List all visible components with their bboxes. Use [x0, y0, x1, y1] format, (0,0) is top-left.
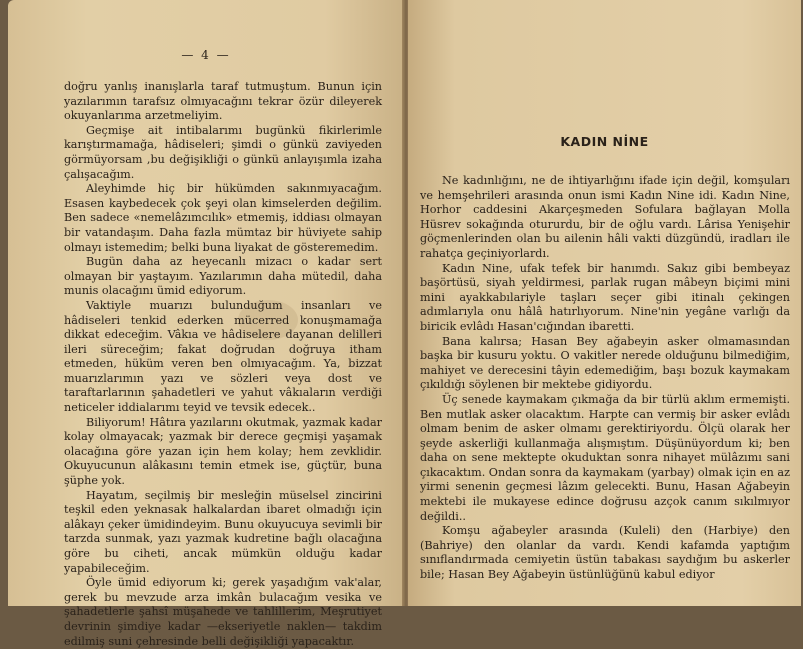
left-page	[8, 0, 404, 648]
right-page	[408, 0, 801, 606]
paragraph: Hayatım, seçilmiş bir mesleğin müselsel zincirini teşkil eden yeknasak halkalardan ibaret olmadığı için alâkayı çeker ümidindeyim. Bunu okuyucuya sevimli bir tarzda sunmak, yazı yazmak kudretine bağlı olacağına göre bu ciheti, ancak mümkün olduğu kadar yapabileceğim.	[64, 488, 382, 575]
paragraph: Bugün daha az heyecanlı mizacı o kadar sert olmayan bir yaştayım. Yazılarımın daha mütedil, daha munis olacağını ümid ediyorum.	[64, 255, 382, 298]
paragraph: doğru yanlış inanışlarla taraf tutmuştum. Bunun için yazılarımın tarafsız olmıyacağını tekrar özür dileyerek okuyanlarıma arzetmeliyim.	[64, 80, 382, 123]
paragraph: Geçmişe ait intibalarımı bugünkü fikirlerimle karıştırmamağa, hâdiseleri; şimdi o günkü zaviyeden görmüyorsam ,bu değişikliği o günkü anlayışımla izaha çalışacağım.	[64, 123, 382, 181]
paragraph: Öyle ümid ediyorum ki; gerek yaşadığım vak'alar, gerek bu mevzude arza imkân bulacağım vesika ve şahadetlerle şahsî müşahede ve tahlillerim, Meşrutiyet devrinin şimdiye kadar —ekseriyetle naklen— takdim edilmiş suni çehresinde belli değişikliği yapacaktır.	[64, 576, 382, 648]
right-page-text	[420, 174, 790, 583]
paragraph: Komşu ağabeyler arasında (Kuleli) den (Harbiye) den (Bahriye) den olanlar da vardı. Kendi kafamda yaptığım sınıflandırmada cemiyetin üstün tabakası saydığım bu askerler bile; Hasan Bey Ağabeyin üstünlüğünü kabul ediyor	[420, 524, 790, 582]
paragraph: Üç senede kaymakam çıkmağa da bir türlü aklım ermemişti. Ben mutlak asker olacaktım. Harpte can vermiş bir asker evlâdı olmam benim de asker olmamı gerektiriyordu. Ölçü olarak her şeyde askerliği kullanmağa alışmıştım. Düşünüyordum ki; ben daha on sene mektepte okuduktan sonra nihayet mülâzımı sani çıkacaktım. Ondan sonra da kaymakam (yarbay) olmak için en az yirmi senenin geçmesi lâzım gelecekti. Bunu, Hasan Ağabeyin mektebi ile mukayese edince doğrusu azçok canım sıkılmıyor değildi..	[420, 392, 790, 523]
paragraph: Ne kadınlığını, ne de ihtiyarlığını ifade için değil, komşuları ve hemşehrileri arasında onun ismi Kadın Nine idi. Kadın Nine, Horhor caddesini Akarçeşmeden Sofulara bağlayan Molla Hüsrev sokağında otururdu, bir de oğlu vardı. Lârisa Yenişehir göçmenlerinden olan bu ailenin hâli vakti düzgündü, iradları ile rahatça geçiniyorlardı.	[420, 174, 790, 260]
page-number: — 4 —	[181, 48, 231, 62]
paragraph: Kadın Nine, ufak tefek bir hanımdı. Sakız gibi bembeyaz başörtüsü, siyah yeldirmesi, parlak rugan mâbeyn biçimi mini mini ayakkabılariyle taşları seçer gibi itinalı çekingen adımlarıyla onu hâlâ hatırlıyorum. Nine'nin yegâne varlığı da biricik evlâdı Hasan'cığından ibaretti.	[420, 261, 790, 333]
paragraph: Biliyorum! Hâtıra yazılarını okutmak, yazmak kadar kolay olmayacak; yazmak bir derece geçmişi yaşamak olacağına göre yazan için hem kolay; hem zevklidir. Okuyucunun alâkasını temin etmek ise, güçtür, buna şüphe yok.	[64, 415, 382, 488]
paragraph: Bana kalırsa; Hasan Bey ağabeyin asker olmamasından başka bir kusuru yoktu. O vakitler nerede olduğunu bilmediğim, mahiyet ve derecesini tâyin edemediğim, başı bozuk kaymakam çıkıldığı söylenen bir mektebe gidiyordu.	[420, 334, 790, 392]
paragraph: Vaktiyle muarızı bulunduğum insanları ve hâdiseleri tenkid ederken mücerred konuşmamağa dikkat edeceğim. Vâkıa ve hâdiselere dayanan delilleri ileri süreceğim; fakat doğrudan doğruya itham etmeden, hüküm veren ben olmıyacağım. Ya, bizzat muarızlarımın yazı ve sözleri veya dost ve taraftarlarının şahadetleri ve yahut vâkıaların verdiği neticeler iddialarımı teyid ve tevsik edecek..	[64, 298, 382, 415]
paragraph: Aleyhimde hiç bir hükümden sakınmıyacağım. Esasen kaybedecek çok şeyi olan kimselerden değilim. Ben sadece «nemelâzımcılık» etmemiş, iddiası olmayan bir vatandaşım. Daha fazla mümtaz bir hüviyete sahip olmayı istemedim; belki buna liyakat de gösteremedim.	[64, 182, 382, 254]
left-page-text	[64, 80, 382, 649]
chapter-title: KADIN NİNE	[560, 134, 649, 149]
